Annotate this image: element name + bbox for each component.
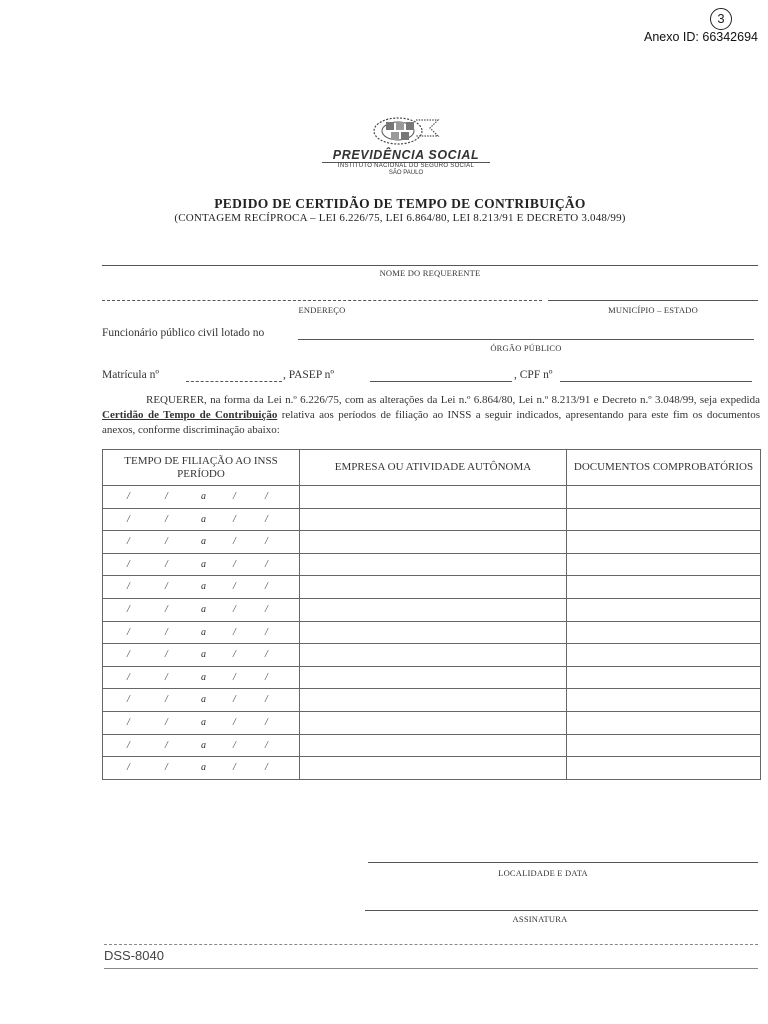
company-cell[interactable]	[300, 576, 567, 599]
period-separator: a	[201, 649, 206, 661]
municipio-caption: MUNICÍPIO – ESTADO	[608, 305, 698, 315]
period-separator: a	[201, 739, 206, 751]
table-row	[103, 508, 761, 531]
matricula-label: Matrícula nº	[102, 369, 159, 381]
date-slash: /	[265, 716, 268, 728]
date-slash: /	[233, 694, 236, 706]
company-cell[interactable]	[300, 666, 567, 689]
paragraph-part1: REQUERER, na forma da Lei n.º 6.226/75, com as alterações da Lei n.º 6.864/80, Lei n.º 8.213/91 e Decreto n.º 3.048/99, seja expedida	[146, 394, 760, 406]
date-slash: /	[127, 581, 130, 593]
paragraph-part2: relativa aos períodos de filiação ao INSS a seguir indicados, apresentando para este fim os documentos anexos, conforme discriminação abaixo:	[102, 409, 760, 436]
period-cell[interactable]	[103, 576, 300, 599]
documents-cell[interactable]	[567, 621, 761, 644]
table-row	[103, 531, 761, 554]
company-cell[interactable]	[300, 689, 567, 712]
paragraph-highlight: Certidão de Tempo de Contribuição	[102, 409, 278, 421]
table-row	[103, 757, 761, 780]
company-cell[interactable]	[300, 598, 567, 621]
date-slash: /	[165, 558, 168, 570]
company-cell[interactable]	[300, 734, 567, 757]
table-row	[103, 576, 761, 599]
period-separator: a	[201, 558, 206, 570]
localidade-field-line[interactable]	[368, 862, 758, 863]
period-separator: a	[201, 513, 206, 525]
date-slash: /	[127, 739, 130, 751]
date-slash: /	[265, 649, 268, 661]
date-slash: /	[265, 762, 268, 774]
header-company: EMPRESA OU ATIVIDADE AUTÔNOMA	[300, 450, 567, 486]
date-slash: /	[127, 536, 130, 548]
date-slash: /	[127, 694, 130, 706]
date-slash: /	[265, 671, 268, 683]
period-separator: a	[201, 603, 206, 615]
footer-rule-top	[104, 944, 758, 945]
documents-cell[interactable]	[567, 531, 761, 554]
table-row	[103, 553, 761, 576]
company-cell[interactable]	[300, 757, 567, 780]
pasep-label: , PASEP nº	[283, 369, 334, 381]
date-slash: /	[233, 491, 236, 502]
date-slash: /	[165, 739, 168, 751]
company-cell[interactable]	[300, 711, 567, 734]
documents-cell[interactable]	[567, 508, 761, 531]
period-separator: a	[201, 762, 206, 774]
nome-field-line[interactable]	[102, 265, 758, 266]
date-slash: /	[165, 762, 168, 774]
date-slash: /	[233, 716, 236, 728]
filiation-table	[102, 449, 761, 780]
date-slash: /	[127, 649, 130, 661]
period-cell[interactable]	[103, 508, 300, 531]
previdencia-logo-icon	[368, 114, 442, 148]
cpf-field-line[interactable]	[560, 381, 752, 382]
date-slash: /	[127, 603, 130, 615]
date-slash: /	[265, 581, 268, 593]
period-cell[interactable]	[103, 531, 300, 554]
table-body	[103, 486, 761, 780]
assinatura-caption: ASSINATURA	[512, 914, 568, 924]
period-cell[interactable]	[103, 711, 300, 734]
period-cell[interactable]	[103, 689, 300, 712]
period-separator: a	[201, 626, 206, 638]
date-slash: /	[127, 716, 130, 728]
date-slash: /	[233, 626, 236, 638]
page-number-badge: 3	[710, 8, 732, 30]
period-separator: a	[201, 716, 206, 728]
documents-cell[interactable]	[567, 711, 761, 734]
date-slash: /	[165, 491, 168, 502]
date-slash: /	[265, 558, 268, 570]
endereco-field-line[interactable]	[102, 300, 542, 301]
table-row	[103, 689, 761, 712]
assinatura-field-line[interactable]	[365, 910, 758, 911]
table-row	[103, 621, 761, 644]
date-slash: /	[233, 671, 236, 683]
documents-cell[interactable]	[567, 598, 761, 621]
period-separator: a	[201, 694, 206, 706]
date-slash: /	[165, 716, 168, 728]
documents-cell[interactable]	[567, 757, 761, 780]
date-slash: /	[265, 603, 268, 615]
documents-cell[interactable]	[567, 666, 761, 689]
date-slash: /	[165, 581, 168, 593]
date-slash: /	[265, 491, 268, 502]
brand-name: PREVIDÊNCIA SOCIAL	[332, 148, 480, 162]
date-slash: /	[165, 626, 168, 638]
pasep-field-line[interactable]	[370, 381, 512, 382]
table-row	[103, 644, 761, 667]
period-cell[interactable]	[103, 486, 300, 509]
date-slash: /	[165, 603, 168, 615]
municipio-field-line[interactable]	[548, 300, 758, 301]
date-slash: /	[265, 626, 268, 638]
company-cell[interactable]	[300, 644, 567, 667]
date-slash: /	[233, 513, 236, 525]
date-slash: /	[265, 536, 268, 548]
date-slash: /	[165, 694, 168, 706]
documents-cell[interactable]	[567, 576, 761, 599]
form-title: PEDIDO DE CERTIDÃO DE TEMPO DE CONTRIBUIÇÃO	[214, 196, 586, 211]
cpf-label: , CPF nº	[514, 369, 553, 381]
date-slash: /	[127, 558, 130, 570]
header-documents: DOCUMENTOS COMPROBATÓRIOS	[567, 450, 761, 486]
matricula-field-line[interactable]	[186, 381, 282, 382]
documents-cell[interactable]	[567, 689, 761, 712]
date-slash: /	[233, 649, 236, 661]
period-separator: a	[201, 671, 206, 683]
documents-cell[interactable]	[567, 644, 761, 667]
date-slash: /	[233, 558, 236, 570]
header-period: TEMPO DE FILIAÇÃO AO INSS PERÍODO	[103, 450, 300, 486]
date-slash: /	[233, 762, 236, 774]
institute-state: SÃO PAULO	[388, 170, 424, 176]
period-separator: a	[201, 536, 206, 548]
company-cell[interactable]	[300, 508, 567, 531]
date-slash: /	[165, 513, 168, 525]
date-slash: /	[165, 536, 168, 548]
date-slash: /	[127, 671, 130, 683]
company-cell[interactable]	[300, 486, 567, 509]
date-slash: /	[127, 491, 130, 502]
date-slash: /	[233, 739, 236, 751]
annex-id: Anexo ID: 66342694	[644, 30, 758, 44]
nome-caption: NOME DO REQUERENTE	[379, 268, 481, 278]
date-slash: /	[265, 739, 268, 751]
documents-cell[interactable]	[567, 553, 761, 576]
period-separator: a	[201, 581, 206, 593]
date-slash: /	[265, 694, 268, 706]
table-row	[103, 734, 761, 757]
date-slash: /	[127, 626, 130, 638]
date-slash: /	[233, 536, 236, 548]
table-row	[103, 711, 761, 734]
date-slash: /	[127, 513, 130, 525]
endereco-caption: ENDEREÇO	[298, 305, 346, 315]
date-slash: /	[165, 649, 168, 661]
institute-name: INSTITUTO NACIONAL DO SEGURO SOCIAL	[337, 163, 475, 169]
funcionario-label: Funcionário público civil lotado no	[102, 327, 265, 339]
company-cell[interactable]	[300, 621, 567, 644]
date-slash: /	[265, 513, 268, 525]
documents-cell[interactable]	[567, 486, 761, 509]
date-slash: /	[233, 581, 236, 593]
period-cell[interactable]	[103, 757, 300, 780]
form-subtitle: (CONTAGEM RECÍPROCA – LEI 6.226/75, LEI 6.864/80, LEI 8.213/91 E DECRETO 3.048/99)	[174, 212, 626, 224]
footer-rule-bottom	[104, 968, 758, 969]
period-cell[interactable]	[103, 666, 300, 689]
period-cell[interactable]	[103, 598, 300, 621]
date-slash: /	[165, 671, 168, 683]
period-cell[interactable]	[103, 553, 300, 576]
period-separator: a	[201, 491, 206, 502]
request-paragraph	[102, 393, 760, 438]
table-row	[103, 486, 761, 509]
company-cell[interactable]	[300, 531, 567, 554]
period-cell[interactable]	[103, 734, 300, 757]
table-row	[103, 666, 761, 689]
period-cell[interactable]	[103, 644, 300, 667]
date-slash: /	[233, 603, 236, 615]
orgao-caption: ÓRGÃO PÚBLICO	[490, 343, 562, 353]
localidade-caption: LOCALIDADE E DATA	[498, 868, 588, 878]
period-cell[interactable]	[103, 621, 300, 644]
date-slash: /	[127, 762, 130, 774]
table-row	[103, 598, 761, 621]
documents-cell[interactable]	[567, 734, 761, 757]
form-code: DSS-8040	[104, 948, 164, 963]
orgao-field-line[interactable]	[298, 339, 754, 340]
company-cell[interactable]	[300, 553, 567, 576]
